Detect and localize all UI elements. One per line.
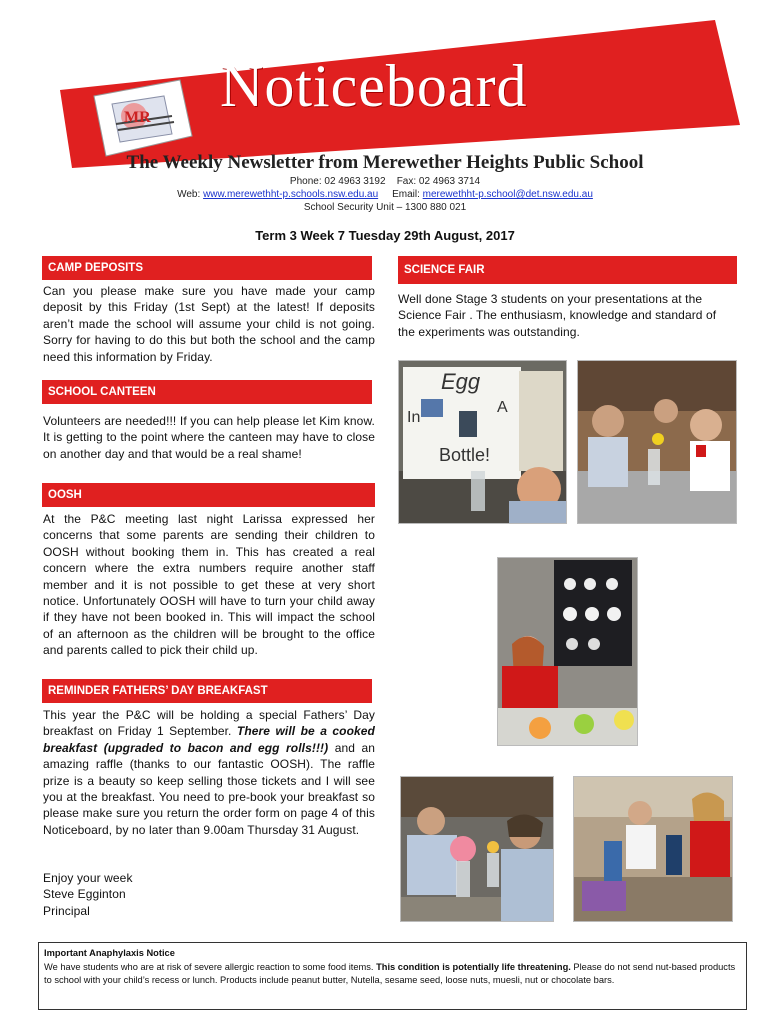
photo-classroom-demo [573,776,733,922]
poster-word-a: A [497,399,508,416]
fathers-day-heading: REMINDER FATHERS’ DAY BREAKFAST [42,679,372,703]
anaphylaxis-notice-body [44,961,741,988]
security-line: School Security Unit – 1300 880 021 [303,202,467,213]
signoff-title: Principal [43,903,90,918]
school-canteen-heading: SCHOOL CANTEEN [42,380,372,404]
science-fair-heading: SCIENCE FAIR [398,256,737,284]
camp-deposits-body: Can you please make sure you have made your camp deposit by this Friday (1st Sept) at the latest! If deposits aren’t made the school will assume your child is not going. Sorry for having to do this but both the school and the camp need this information by Friday. [43,284,375,364]
anaphylaxis-warning: This condition is potentially life threatening. [376,961,571,972]
fathers-day-text-1: This year the P&C will be holding a special Fathers’ Day breakfast on Friday 1 September. [43,708,375,739]
newsletter-subtitle: The Weekly Newsletter from Merewether Heights Public School [126,152,644,173]
photo-boys-egg-experiment [400,776,554,922]
svg-text:MR: MR [124,109,151,126]
anaphylaxis-text-1: We have students who are at risk of severe allergic reaction to some food items. [44,961,377,972]
camp-deposits-heading: CAMP DEPOSITS [42,256,372,280]
anaphylaxis-text-2: Please do not send nut-based products to school with your child’s recess or lunch. Products include peanut butter, Nutella, sesame seed, loose nuts, muesli, nut or chocolate bars. [44,961,736,986]
email-link[interactable]: merewethht-p.school@det.nsw.edu.au [422,189,593,200]
signoff [43,870,375,919]
contact-web-line [0,189,770,200]
term-date-line: Term 3 Week 7 Tuesday 29th August, 2017 [255,228,515,243]
photo-egg-in-bottle [398,360,567,524]
oosh-body: At the P&C meeting last night Larissa expressed her concerns that some parents are sending their children to OOSH without booking them in. This has created a real concern where the extra numbers require another staff member and it is not possible to get these at very short notice. Unfortunately OOSH will have to turn your child away if they have not been booked in. This will impact the school of an afternoon as the children will be brought to the office and parents called to pick their child up. [43,512,375,658]
web-label: Web: [177,189,201,200]
fathers-day-body [43,707,375,838]
school-canteen-body: Volunteers are needed!!! If you can help please let Kim know. It is getting to the point where the canteen may have to close on another day and that would be a real shame! [43,414,375,461]
anaphylaxis-notice [38,942,747,1010]
school-logo [82,78,197,163]
photo-students-experiment [577,360,737,524]
contact-phone-line [0,176,770,187]
fathers-day-text-2: and an amazing raffle (thanks to our fantastic OOSH). The raffle prize is a beauty so keep selling those tickets and I will see you at the breakfast. You need to pre-book your breakfast so please make sure you return the order form on page 4 of this Noticeboard, by no later than 9.00am Thursday 31 August. [43,740,375,837]
oosh-heading: OOSH [42,483,375,507]
email-label: Email: [392,189,420,200]
poster-word-egg: Egg [441,369,481,394]
photo-girl-flower-display [497,557,638,746]
anaphylaxis-notice-title: Important Anaphylaxis Notice [44,948,175,958]
poster-word-bottle: Bottle! [439,445,491,465]
newsletter-title: Noticeboard [220,53,528,119]
signoff-name: Steve Egginton [43,887,126,902]
signoff-greeting: Enjoy your week [43,871,133,885]
fax-number: Fax: 02 4963 3714 [396,176,481,187]
website-link[interactable]: www.merewethht-p.schools.nsw.edu.au [203,189,379,200]
poster-word-in: In [407,409,421,426]
phone-number: Phone: 02 4963 3192 [289,176,386,187]
science-fair-body: Well done Stage 3 students on your presentations at the Science Fair . The enthusiasm, knowledge and standard of the experiments was outstanding. [398,292,717,339]
fathers-day-emphasis: There will be a cooked breakfast (upgraded to bacon and egg rolls!!!) [43,724,375,755]
